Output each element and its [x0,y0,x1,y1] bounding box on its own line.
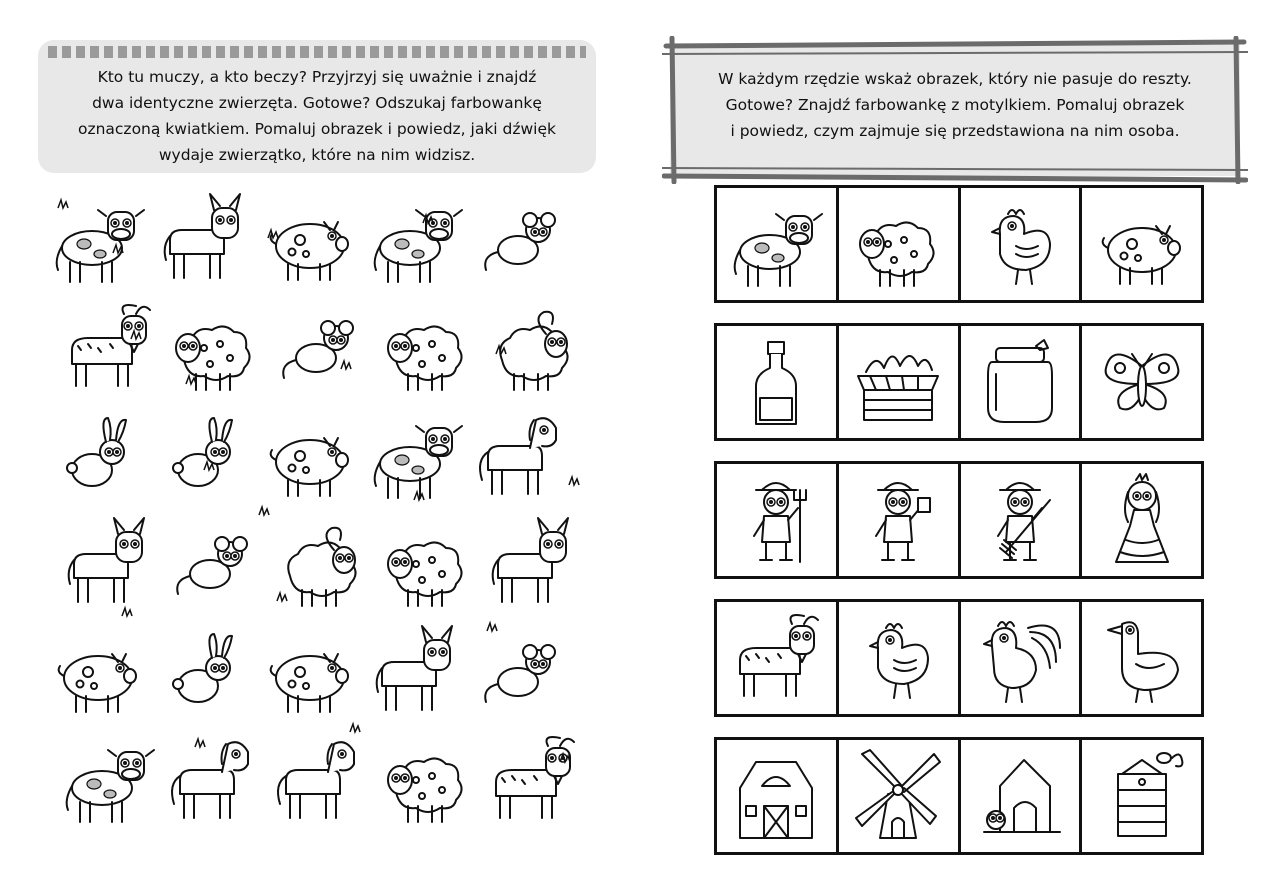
instruction-line: Gotowe? Znajdź farbowankę z motylkiem. Pomaluj obrazek [725,96,1185,114]
grid-cell[interactable] [717,326,839,438]
horse-icon [278,742,354,818]
mouse-icon [283,321,353,378]
brush-frame [662,36,1248,184]
princess-icon [1092,470,1192,570]
sheep-icon [388,758,462,822]
grid-cell[interactable] [961,464,1083,576]
left-instruction-text [38,64,596,168]
grid-cell[interactable] [717,464,839,576]
instruction-line: Kto tu muczy, a kto beczy? Przyjrzyj się uważnie i znajdź [97,68,537,86]
rooster-icon [970,608,1070,708]
grass-icon [259,507,269,515]
sheep-icon [848,194,948,294]
instruction-line: W każdym rzędzie wskaż obrazek, który nie pasuje do reszty. [718,70,1192,88]
instruction-line: i powiedz, czym zajmuje się przedstawiona na nim osoba. [730,122,1180,140]
grid-cell[interactable] [839,464,961,576]
grass-icon [487,623,497,631]
goat-icon [496,737,574,818]
sheep-icon [388,542,462,606]
pig-icon [271,222,348,280]
horse-icon [172,742,248,818]
grid-cell[interactable] [1082,188,1201,300]
cow-icon [375,210,462,282]
instruction-line: oznaczoną kwiatkiem. Pomaluj obrazek i powiedz, jaki dźwięk [77,120,557,138]
grid-cell[interactable] [961,740,1083,852]
donkey-icon [69,518,144,602]
donkey-icon [377,626,452,710]
hen-icon [848,608,948,708]
farmer-with-jar-icon [848,470,948,570]
goat-icon [72,305,150,386]
grid-cell[interactable] [1082,464,1201,576]
cow-icon [726,194,826,294]
farmer-raking-icon [970,470,1070,570]
grass-icon [277,593,287,601]
rabbit-icon [173,418,232,486]
grid-cell[interactable] [1082,740,1201,852]
grid-row-1 [714,185,1204,303]
donkey-icon [165,194,240,278]
ram-icon [288,528,355,606]
cow-icon [67,750,154,822]
rabbit-icon [67,418,126,486]
grass-icon [341,361,351,369]
goat-icon [726,608,826,708]
barn-icon [726,746,826,846]
mouse-icon [485,213,555,270]
grid-cell[interactable] [839,326,961,438]
grid-row-3 [714,461,1204,579]
left-instruction-box [38,40,596,173]
grass-icon [122,608,132,616]
grid-cell[interactable] [717,740,839,852]
right-instruction-box [662,36,1248,184]
cow-icon [375,426,462,498]
mouse-icon [177,537,247,594]
pig-icon [271,438,348,496]
grid-cell[interactable] [839,188,961,300]
grid-cell[interactable] [961,188,1083,300]
hen-icon [970,194,1070,294]
cow-icon [57,210,144,282]
goose-icon [1092,608,1192,708]
jam-jar-icon [970,332,1070,432]
right-page [636,0,1273,893]
mouse-icon [485,645,555,702]
grass-icon [569,477,579,485]
butterfly-icon [1092,332,1192,432]
pig-icon [1092,194,1192,294]
grid-cell[interactable] [961,602,1083,714]
grid-cell[interactable] [717,602,839,714]
grass-icon [350,724,360,732]
pig-icon [271,654,348,712]
dashed-stripe [48,46,586,58]
instruction-line: dwa identyczne zwierzęta. Gotowe? Odszukaj farbowankę [92,94,542,112]
grass-icon [195,739,205,747]
grid-cell[interactable] [1082,602,1201,714]
grid-cell[interactable] [1082,326,1201,438]
rabbit-icon [173,634,232,702]
left-page [0,0,636,893]
vegetable-crate-icon [848,332,948,432]
odd-one-out-grid [714,185,1204,875]
bottle-icon [726,332,826,432]
windmill-icon [848,746,948,846]
sheep-icon [388,326,462,390]
grid-row-5 [714,737,1204,855]
grid-row-2 [714,323,1204,441]
beehive-icon [1092,746,1192,846]
horse-icon [480,418,556,494]
grass-icon [186,376,196,384]
doghouse-icon [970,746,1070,846]
grid-cell[interactable] [839,740,961,852]
pig-icon [59,654,136,712]
grid-cell[interactable] [717,188,839,300]
instruction-line: wydaje zwierzątko, które na nim widzisz. [158,146,476,164]
donkey-icon [493,518,568,602]
grid-row-4 [714,599,1204,717]
grid-cell[interactable] [961,326,1083,438]
ram-icon [500,312,567,390]
grass-icon [58,200,68,208]
farmer-with-pitchfork-icon [726,470,826,570]
animal-search-illustration [48,190,588,850]
grid-cell[interactable] [839,602,961,714]
